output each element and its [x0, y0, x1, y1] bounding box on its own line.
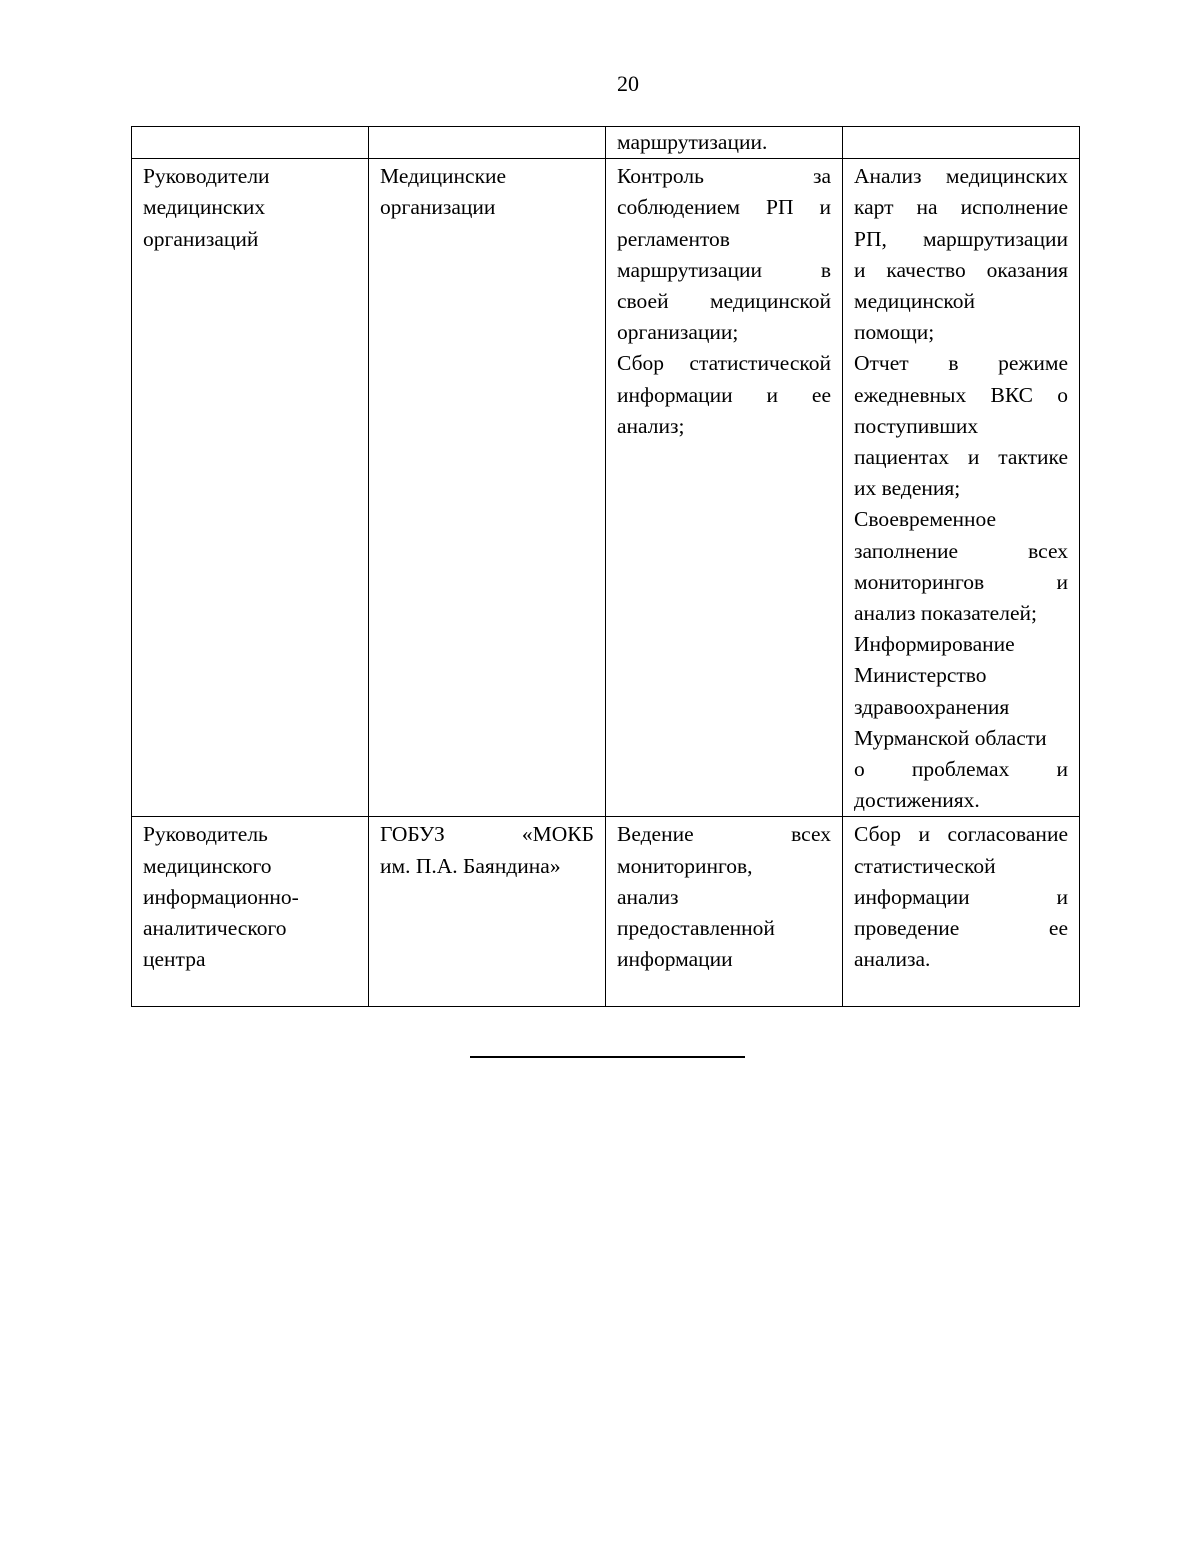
cell-text-line: Информирование: [854, 632, 1015, 657]
cell-text-line: о проблемах и: [854, 757, 1068, 782]
cell-text-line: Руководители: [143, 164, 270, 189]
cell-text-line: Своевременное: [854, 507, 997, 532]
cell-text-line: медицинского: [143, 853, 272, 878]
cell-text-line: проведение ее: [854, 916, 1068, 941]
cell-text-line: соблюдением РП и: [617, 195, 831, 220]
cell-text-line: анализ показателей;: [854, 601, 1037, 626]
cell-text-line: Ведение всех: [617, 822, 831, 847]
cell-text-line: информации: [617, 947, 733, 972]
cell-text-line: статистической: [854, 853, 996, 878]
cell-text-line: Министерство: [854, 663, 987, 688]
table-cell: [369, 159, 606, 817]
table-cell: [843, 127, 1080, 159]
cell-text-line: Анализ медицинских: [854, 164, 1068, 189]
cell-text-line: Мурманской области: [854, 725, 1047, 750]
cell-text-line: маршрутизации в: [617, 257, 831, 282]
cell-text-line: заполнение всех: [854, 538, 1068, 563]
cell-text-line: информации и ее: [617, 382, 831, 407]
cell-text-line: центра: [143, 947, 206, 972]
cell-text-line: медицинских: [143, 195, 266, 220]
cell-text-line: организаций: [143, 226, 259, 251]
cell-text-line: Сбор статистической: [617, 351, 831, 376]
table-cell: [369, 817, 606, 1007]
footer-rule: [470, 1056, 745, 1058]
table-cell: [606, 817, 843, 1007]
cell-text-line: Сбор и согласование: [854, 822, 1068, 847]
cell-text-line: своей медицинской: [617, 289, 831, 314]
page-number: 20: [617, 71, 639, 96]
cell-text-line: пациентах и тактике: [854, 445, 1068, 470]
cell-text-line: поступивших: [854, 413, 979, 438]
cell-text-line: мониторингов,: [617, 853, 753, 878]
responsibility-table: [131, 126, 1080, 1007]
table-cell: [606, 127, 843, 159]
cell-text-line: мониторингов и: [854, 569, 1068, 594]
cell-text-line: Отчет в режиме: [854, 351, 1068, 376]
cell-text-line: ежедневных ВКС о: [854, 382, 1068, 407]
cell-text-line: им. П.А. Баяндина»: [380, 853, 561, 878]
cell-text-line: анализ: [617, 884, 679, 909]
cell-text-line: медицинской: [854, 289, 975, 314]
cell-text-line: помощи;: [854, 320, 935, 345]
table-cell: [132, 817, 369, 1007]
cell-text-line: организации;: [617, 320, 739, 345]
cell-text-line: анализа.: [854, 947, 931, 972]
cell-text-line: Медицинские: [380, 164, 507, 189]
cell-text-line: ГОБУЗ «МОКБ: [380, 822, 594, 847]
cell-text-line: Контроль за: [617, 164, 831, 189]
cell-text-line: маршрутизации.: [617, 130, 768, 154]
table-cell: [843, 159, 1080, 817]
cell-text-line: и качество оказания: [854, 257, 1068, 282]
cell-text-line: здравоохранения: [854, 694, 1010, 719]
cell-text-line: анализ;: [617, 413, 685, 438]
table-cell: [369, 127, 606, 159]
table-cell: [843, 817, 1080, 1007]
cell-text-line: Руководитель: [143, 822, 268, 847]
cell-text-line: их ведения;: [854, 476, 961, 501]
table-row: [132, 159, 1080, 817]
table-cell: [132, 159, 369, 817]
table-row: [132, 127, 1080, 159]
cell-text-line: регламентов: [617, 226, 730, 251]
cell-text-line: карт на исполнение: [854, 195, 1068, 220]
cell-text-line: организации: [380, 195, 496, 220]
table-row: [132, 817, 1080, 1007]
cell-text-line: РП, маршрутизации: [854, 226, 1068, 251]
table-cell: [606, 159, 843, 817]
cell-text-line: информационно-: [143, 884, 299, 909]
cell-text-line: аналитического: [143, 916, 287, 941]
cell-text-line: предоставленной: [617, 916, 775, 941]
table-cell: [132, 127, 369, 159]
cell-text-line: достижениях.: [854, 788, 980, 813]
cell-text-line: информации и: [854, 884, 1068, 909]
